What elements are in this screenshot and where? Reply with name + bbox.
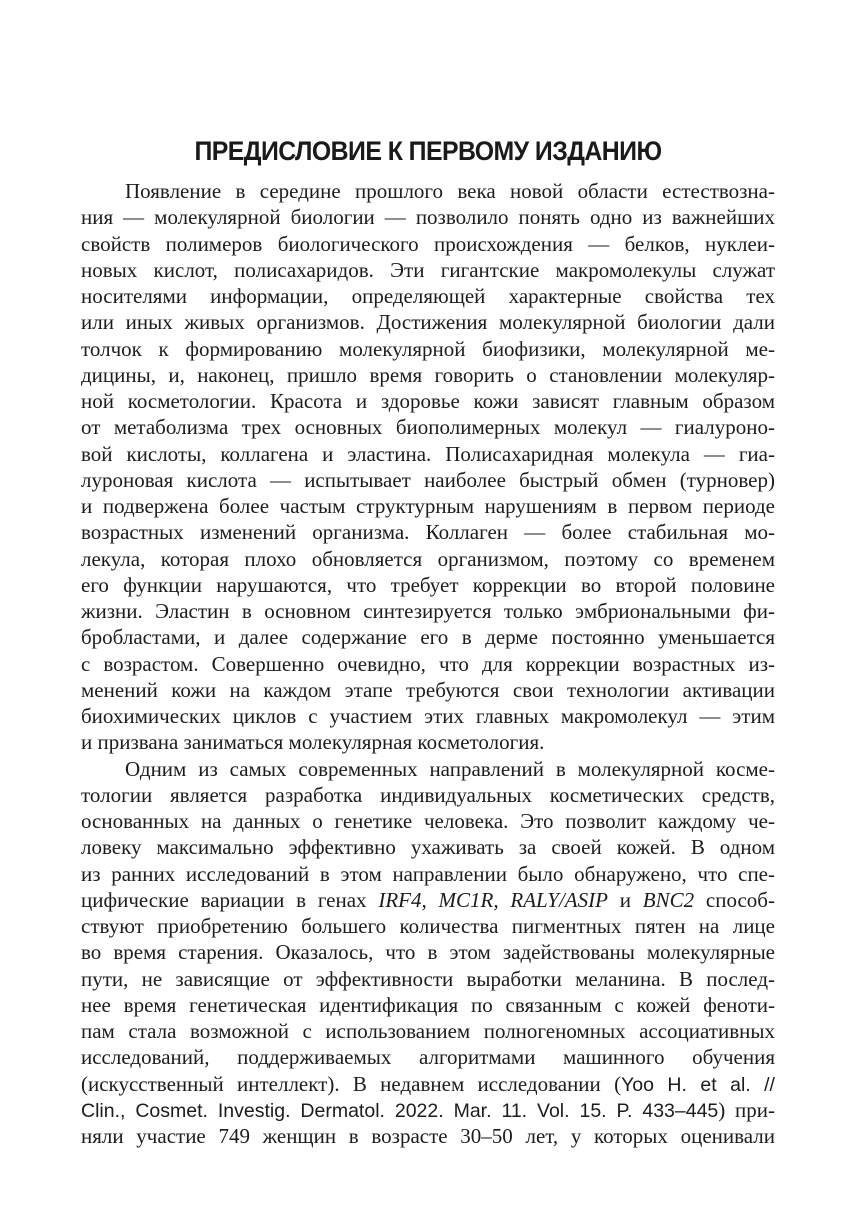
gene-name: BNC2 [642, 887, 695, 912]
paragraph-line: нее время генетическая идентификация по связанным с кожей феноти- [81, 992, 775, 1017]
paragraph-line: с возрастом. Совершенно очевидно, что для коррекции возрастных из- [81, 651, 775, 676]
paragraph-line: носителями информации, определяющей характерные свойства тех [81, 284, 775, 308]
reference-citation: Yoo H. et al. // [621, 1073, 775, 1096]
paragraph-line: и подвержена более частым структурным нарушениям в первом периоде [81, 494, 775, 518]
page-title: ПРЕДИСЛОВИЕ К ПЕРВОМУ ИЗДАНИЮ [194, 136, 662, 166]
paragraph-line: тологии является разработка индивидуальных косметических средств, [81, 782, 775, 807]
paragraph-line: или иных живых организмов. Достижения молекулярной биологии дали [81, 310, 775, 335]
paragraph-line: лекула, которая плохо обновляется организмом, поэтому со временем [81, 546, 775, 571]
paragraph-line: ния — молекулярной биологии — позволило понять одно из важнейших [81, 205, 775, 230]
paragraph-line: свойств полимеров биологического происхождения — белков, нуклеи- [81, 231, 775, 256]
paragraph-line-genes [81, 887, 775, 913]
paragraph-line: основанных на данных о генетике человека. Это позволит каждому че- [81, 809, 775, 833]
paragraph-line: Одним из самых современных направлений в молекулярной косме- [125, 756, 775, 781]
paragraph-line-ref [81, 1071, 775, 1097]
line-text: цифические вариации в генах [81, 887, 379, 912]
paragraph-line: пути, не зависящие от эффективности выработки меланина. В послед- [81, 966, 775, 991]
paragraph-line: менений кожи на каждом этапе требуются свои технологии активации [81, 677, 775, 702]
paragraph-line: Появление в середине прошлого века новой области естествозна- [125, 179, 775, 203]
paragraph-line: новых кислот, полисахаридов. Эти гигантские макромолекулы служат [81, 257, 775, 282]
gene-names: IRF4, MC1R, RALY/ASIP [378, 887, 608, 912]
paragraph-line: от метаболизма трех основных биополимерных молекул — гиалуроно- [81, 415, 775, 440]
paragraph-line: ствуют приобретению большего количества пигментных пятен на лице [81, 914, 775, 938]
paragraph-line: толчок к формированию молекулярной биофизики, молекулярной ме- [81, 336, 775, 361]
paragraph-line: из ранних исследований в этом направлении было обнаружено, что спе- [81, 861, 775, 886]
paragraph-line: вой кислоты, коллагена и эластина. Полисахаридная молекула — гиа- [81, 441, 775, 466]
paragraph-line: возрастных изменений организма. Коллаген — более стабильная мо- [81, 520, 775, 545]
paragraph-line: пам стала возможной с использованием полногеномных ассоциативных [81, 1019, 775, 1043]
paragraph-line: исследований, поддерживаемых алгоритмами машинного обучения [81, 1045, 775, 1070]
paragraph-line: ной косметологии. Красота и здоровье кожи зависят главным образом [81, 389, 775, 413]
line-text: ) при- [718, 1097, 775, 1122]
paragraph-line-ref [81, 1097, 775, 1123]
paragraph-line: бробластами, и далее содержание его в дерме постоянно уменьшается [81, 625, 775, 650]
paragraph-line: во время старения. Оказалось, что в этом задействованы молекулярные [81, 940, 775, 965]
paragraph-line: няли участие 749 женщин в возрасте 30–50 лет, у которых оценивали [81, 1124, 775, 1148]
line-text: способ- [694, 887, 775, 912]
paragraph-line: ловеку максимально эффективно ухаживать за своей кожей. В одном [81, 835, 775, 860]
line-text: и [607, 887, 643, 912]
paragraph-line: его функции нарушаются, что требует коррекции во второй половине [81, 572, 775, 597]
paragraph-line: дицины, и, наконец, пришло время говорить о становлении молекуляр- [81, 362, 775, 387]
paragraph-line: луроновая кислота — испытывает наиболее быстрый обмен (турновер) [81, 467, 775, 492]
line-text: (искусственный интеллект). В недавнем исследовании ( [81, 1071, 622, 1096]
reference-citation: Clin., Cosmet. Investig. Dermatol. 2022. Mar. 11. Vol. 15. P. 433–445 [81, 1099, 719, 1122]
paragraph-line: и призвана заниматься молекулярная косметология. [81, 730, 545, 755]
paragraph-line: биохимических циклов с участием этих главных макромолекул — этим [81, 704, 775, 728]
body-text [81, 178, 775, 1149]
paragraph-line: жизни. Эластин в основном синтезируется только эмбриональными фи- [81, 599, 775, 623]
